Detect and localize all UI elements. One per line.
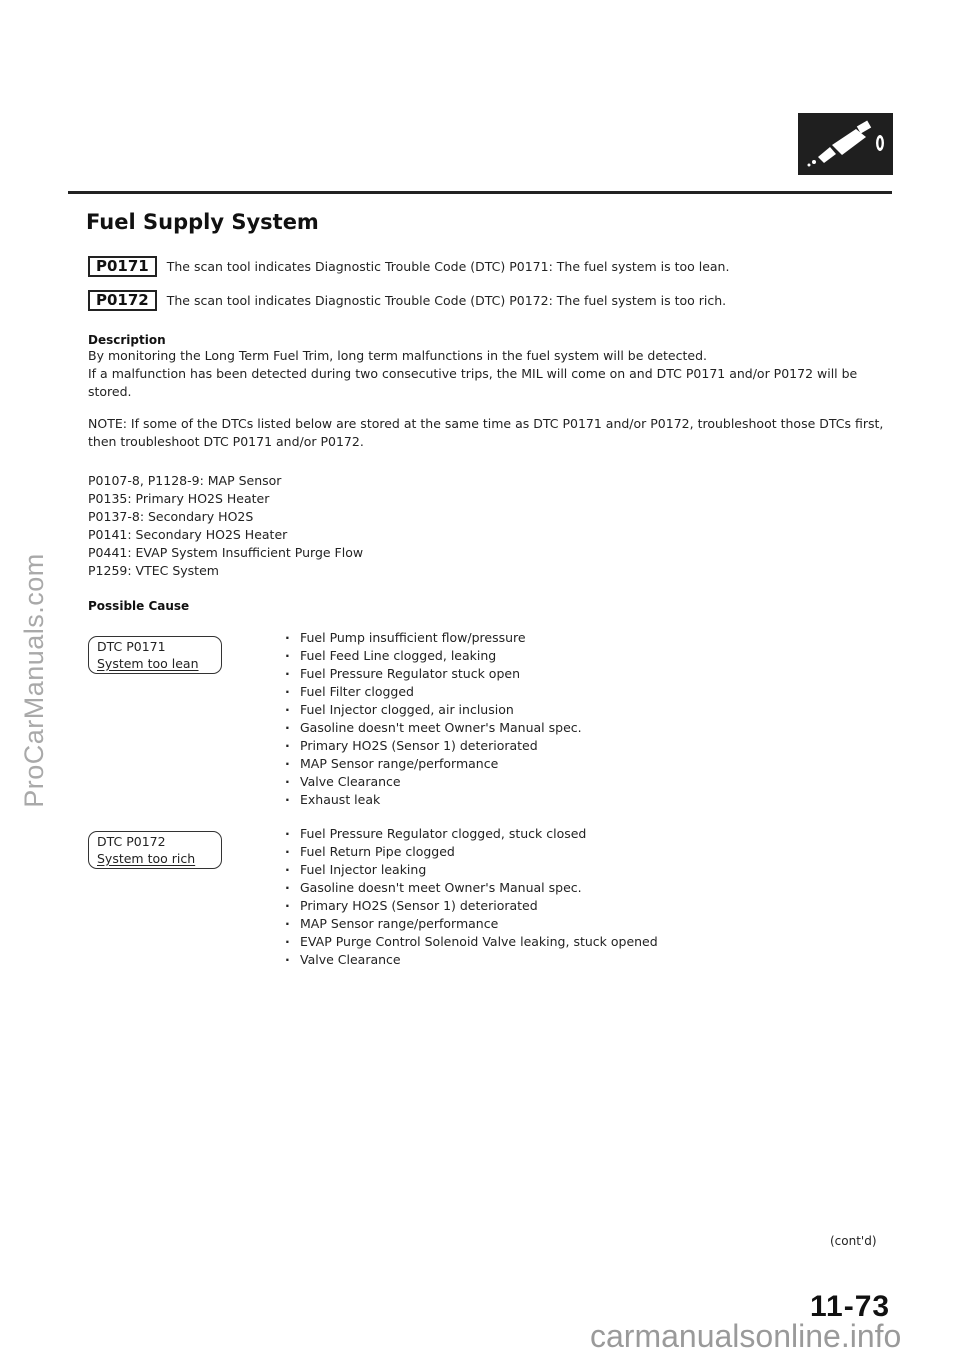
list-item: · MAP Sensor range/performance	[285, 755, 582, 773]
possible-cause-heading: Possible Cause	[88, 599, 190, 613]
dtc-description: The scan tool indicates Diagnostic Trouble Code (DTC) P0171: The fuel system is too lean.	[166, 259, 730, 274]
dtc-code-badge: P0171	[88, 256, 157, 277]
description-text	[88, 347, 888, 401]
fuel-pump-icon	[798, 113, 893, 175]
description-heading: Description	[88, 333, 166, 347]
related-dtc-item: P1259: VTEC System	[88, 563, 219, 578]
p0172-cause-list	[285, 825, 658, 969]
page-title: Fuel Supply System	[86, 210, 319, 234]
list-item: · Fuel Pressure Regulator clogged, stuck closed	[285, 825, 658, 843]
p0171-cause-list	[285, 629, 582, 809]
note-text	[88, 415, 888, 451]
dtc-code-badge: P0172	[88, 290, 157, 311]
condition-text: System too rich	[97, 851, 196, 866]
list-item: · Primary HO2S (Sensor 1) deteriorated	[285, 737, 582, 755]
related-dtc-item: P0135: Primary HO2S Heater	[88, 491, 270, 506]
dtc-line-p0172	[88, 290, 726, 311]
watermark-text: ProCarManuals.com	[18, 552, 49, 808]
list-item: · Fuel Feed Line clogged, leaking	[285, 647, 582, 665]
dtc-p0171-condition-box	[88, 636, 222, 674]
list-item: · Gasoline doesn't meet Owner's Manual spec.	[285, 879, 658, 897]
related-dtc-item: P0107-8, P1128-9: MAP Sensor	[88, 473, 282, 488]
list-item: · EVAP Purge Control Solenoid Valve leaking, stuck opened	[285, 933, 658, 951]
list-item: · Fuel Return Pipe clogged	[285, 843, 658, 861]
header-rule	[68, 191, 892, 194]
page-number: 11-73	[810, 1290, 891, 1323]
related-dtc-item: P0441: EVAP System Insufficient Purge Flow	[88, 545, 364, 560]
related-dtc-item: P0137-8: Secondary HO2S	[88, 509, 254, 524]
list-item: · Valve Clearance	[285, 773, 582, 791]
condition-code: DTC P0171	[97, 639, 166, 654]
condition-code: DTC P0172	[97, 834, 166, 849]
condition-text: System too lean	[97, 656, 199, 671]
footer-watermark: carmanualsonline.info	[590, 1318, 902, 1354]
list-item: · Fuel Filter clogged	[285, 683, 582, 701]
list-item: · Fuel Pump insufficient flow/pressure	[285, 629, 582, 647]
list-item: · MAP Sensor range/performance	[285, 915, 658, 933]
list-item: · Fuel Pressure Regulator stuck open	[285, 665, 582, 683]
list-item: · Exhaust leak	[285, 791, 582, 809]
related-dtc-item: P0141: Secondary HO2S Heater	[88, 527, 288, 542]
description-line: By monitoring the Long Term Fuel Trim, long term malfunctions in the fuel system will be detected.	[88, 348, 707, 363]
side-watermark	[14, 552, 54, 808]
list-item: · Fuel Injector clogged, air inclusion	[285, 701, 582, 719]
dtc-p0172-condition-box	[88, 831, 222, 869]
list-item: · Primary HO2S (Sensor 1) deteriorated	[285, 897, 658, 915]
continued-label: (cont'd)	[830, 1234, 877, 1248]
note-line: NOTE: If some of the DTCs listed below are stored at the same time as DTC P0171 and/or P0172, troubleshoot those DTCs first, then troubleshoot DTC P0171 and/or P0172.	[88, 416, 884, 449]
list-item: · Fuel Injector leaking	[285, 861, 658, 879]
dtc-line-p0171	[88, 256, 729, 277]
list-item: · Gasoline doesn't meet Owner's Manual spec.	[285, 719, 582, 737]
description-line: If a malfunction has been detected during two consecutive trips, the MIL will come on and DTC P0171 and/or P0172 will be stored.	[88, 366, 858, 399]
list-item: · Valve Clearance	[285, 951, 658, 969]
related-dtc-list	[88, 472, 363, 580]
dtc-description: The scan tool indicates Diagnostic Trouble Code (DTC) P0172: The fuel system is too rich.	[166, 293, 727, 308]
